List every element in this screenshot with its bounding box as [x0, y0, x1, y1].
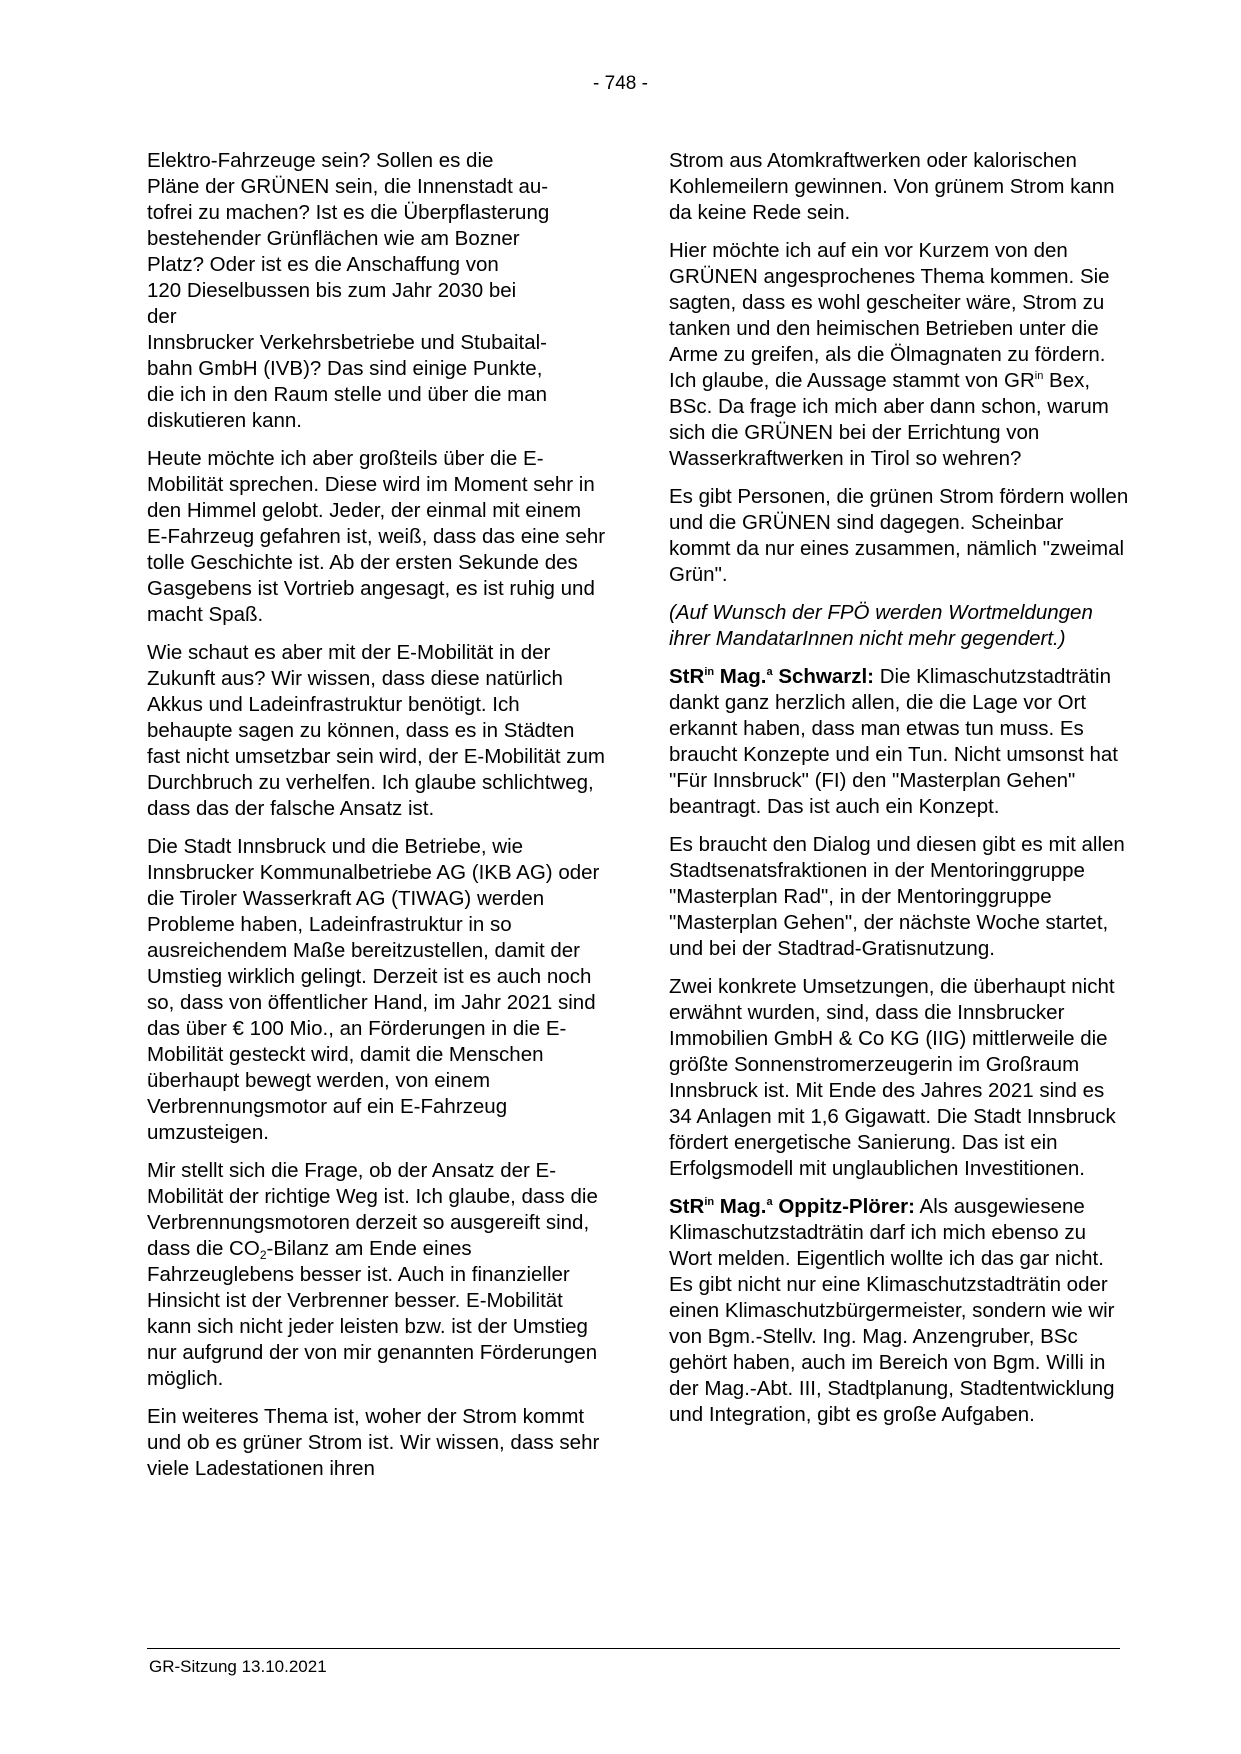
- editorial-note: (Auf Wunsch der FPÖ werden Wortmeldungen ihrer MandatarInnen nicht mehr gegendert.): [669, 601, 1093, 650]
- speaker-degree: Mag.: [714, 665, 767, 688]
- superscript: in: [1034, 370, 1044, 382]
- text-segment: -Bilanz am Ende eines Fahrzeuglebens besser ist. Auch in finanzieller Hinsicht ist der Verbrenner besser. E-Mobilität kann sich nicht jeder leisten bzw. ist der Umstieg nur aufgrund der von mir genannten Förderungen möglich.: [147, 1237, 598, 1390]
- speaker-surname: Schwarzl:: [772, 665, 875, 688]
- paragraph-implementations: Zwei konkrete Umsetzungen, die überhaupt nicht erwähnt wurden, sind, dass die Innsbrucker Immobilien GmbH & Co KG (IIG) mittlerweile die größte Sonnenstromerzeugerin im Großraum Innsbruck ist. Mit Ende des Jahres 2021 sind es 34 Anlagen mit 1,6 Gigawatt. Die Stadt Innsbruck fördert energetische Sanierung. Das ist ein Erfolgsmodell mit unglaublichen Investitionen.: [669, 975, 1116, 1180]
- text-line: Pläne der GRÜNEN sein, die Innenstadt au-: [147, 175, 549, 198]
- paragraph-speaker-schwarzl: [669, 664, 1129, 820]
- speaker-name: [669, 1195, 915, 1218]
- footer-session-date: GR-Sitzung 13.10.2021: [149, 1657, 327, 1676]
- left-column: [147, 148, 607, 1494]
- paragraph-power-source: Ein weiteres Thema ist, woher der Strom kommt und ob es grüner Strom ist. Wir wissen, dass sehr viele Ladestationen ihren: [147, 1405, 600, 1480]
- right-column: [669, 148, 1129, 1440]
- page-number: - 748 -: [593, 73, 648, 94]
- text-line: 120 Dieselbussen bis zum Jahr 2030 bei: [147, 279, 517, 302]
- text-line: Innsbrucker Verkehrsbetriebe und Stubaital-: [147, 331, 547, 354]
- paragraph-nuclear-coal: Strom aus Atomkraftwerken oder kalorischen Kohlemeilern gewinnen. Von grünem Strom kann da keine Rede sein.: [669, 149, 1115, 224]
- paragraph-charging-infrastructure: Die Stadt Innsbruck und die Betriebe, wie Innsbrucker Kommunalbetriebe AG (IKB AG) oder die Tiroler Wasserkraft AG (TIWAG) werden Probleme haben, Ladeinfrastruktur in so ausreichendem Maße bereitzustellen, damit der Umstieg wirklich gelingt. Derzeit ist es auch noch so, dass von öffentlicher Hand, im Jahr 2021 sind das über € 100 Mio., an Förderungen in die E-Mobilität gesteckt wird, damit die Menschen überhaupt bewegt werden, von einem Verbrennungsmotor auf ein E-Fahrzeug umzusteigen.: [147, 835, 600, 1144]
- text-line: Platz? Oder ist es die Anschaffung von: [147, 253, 499, 276]
- paragraph-green-topic: [669, 238, 1129, 472]
- paragraph-speaker-oppitz-ploerer: [669, 1194, 1129, 1428]
- speaker-surname: Oppitz-Plörer:: [772, 1195, 915, 1218]
- text-line: bestehender Grünflächen wie am Bozner: [147, 227, 520, 250]
- text-segment: Mir stellt sich die Frage, ob der Ansatz der E-Mobilität der richtige Weg ist. Ich glaube, dass die Verbrennungsmotoren derzeit so ausgereift sind, dass die CO: [147, 1159, 598, 1260]
- paragraph-e-mobility-future: Wie schaut es aber mit der E-Mobilität in der Zukunft aus? Wir wissen, dass diese natürlich Akkus und Ladeinfrastruktur benötigt. Ich behaupte sagen zu können, dass es in Städten fast nicht umsetzbar sein wird, der E-Mobilität zum Durchbruch zu verhelfen. Ich glaube schlichtweg, dass das der falsche Ansatz ist.: [147, 641, 605, 820]
- speaker-title: StR: [669, 665, 705, 688]
- speaker-degree: Mag.: [714, 1195, 767, 1218]
- text-segment: Hier möchte ich auf ein vor Kurzem von den GRÜNEN angesprochenes Thema kommen. Sie sagten, dass es wohl gescheiter wäre, Strom zu tanken und den heimischen Betrieben unter die Arme zu greifen, als die Ölmagnaten zu fördern. Ich glaube, die Aussage stammt von GR: [669, 239, 1110, 392]
- paragraph-twice-green: Es gibt Personen, die grünen Strom fördern wollen und die GRÜNEN sind dagegen. Scheinbar kommt da nur eines zusammen, nämlich "zweimal Grün".: [669, 485, 1129, 586]
- text-line: bahn GmbH (IVB)? Das sind einige Punkte,: [147, 357, 543, 380]
- text-line: diskutieren kann.: [147, 409, 302, 432]
- speaker-name: [669, 665, 874, 688]
- paragraph-co2-balance: [147, 1158, 607, 1392]
- speaker-title: StR: [669, 1195, 705, 1218]
- superscript: a: [766, 666, 773, 678]
- speech-text: Die Klimaschutzstadträtin dankt ganz herzlich allen, die die Lage vor Ort erkannt haben, dass man etwas tun muss. Es braucht Konzepte und ein Tun. Nicht umsonst hat "Für Innsbruck" (FI) den "Masterplan Gehen" beantragt. Das ist auch ein Konzept.: [669, 665, 1118, 818]
- superscript: in: [704, 1196, 715, 1208]
- speech-text: Als ausgewiesene Klimaschutzstadträtin darf ich mich ebenso zu Wort melden. Eigentlich wollte ich das gar nicht. Es gibt nicht nur eine Klimaschutzstadträtin oder einen Klimaschutzbürgermeister, sondern wie wir von Bgm.-Stellv. Ing. Mag. Anzengruber, BSc gehört haben, auch im Bereich von Bgm. Willi in der Mag.-Abt. III, Stadtplanung, Stadtentwicklung und Integration, gibt es große Aufgaben.: [669, 1195, 1115, 1426]
- text-line: die ich in den Raum stelle und über die man: [147, 383, 547, 406]
- text-line: tofrei zu machen? Ist es die Überpflasterung: [147, 201, 550, 224]
- text-line: der: [147, 305, 177, 328]
- paragraph-e-mobility-intro: Heute möchte ich aber großteils über die E-Mobilität sprechen. Diese wird im Moment sehr in den Himmel gelobt. Jeder, der einmal mit einem E-Fahrzeug gefahren ist, weiß, dass das eine sehr tolle Geschichte ist. Ab der ersten Sekunde des Gasgebens ist Vortrieb angesagt, es ist ruhig und macht Spaß.: [147, 447, 606, 626]
- superscript: in: [704, 666, 715, 678]
- superscript: a: [766, 1196, 773, 1208]
- paragraph-opening-questions: [147, 148, 607, 434]
- footer-divider: [147, 1648, 1120, 1649]
- text-segment: Bex, BSc. Da frage ich mich aber dann schon, warum sich die GRÜNEN bei der Errichtung von Wasserkraftwerken in Tirol so wehren?: [669, 369, 1109, 470]
- text-line: Elektro-Fahrzeuge sein? Sollen es die: [147, 149, 494, 172]
- paragraph-dialog: Es braucht den Dialog und diesen gibt es mit allen Stadtsenatsfraktionen in der Mentoringgruppe "Masterplan Rad", in der Mentoringgruppe "Masterplan Gehen", der nächste Woche startet, und bei der Stadtrad-Gratisnutzung.: [669, 833, 1125, 960]
- subscript: 2: [259, 1248, 267, 1262]
